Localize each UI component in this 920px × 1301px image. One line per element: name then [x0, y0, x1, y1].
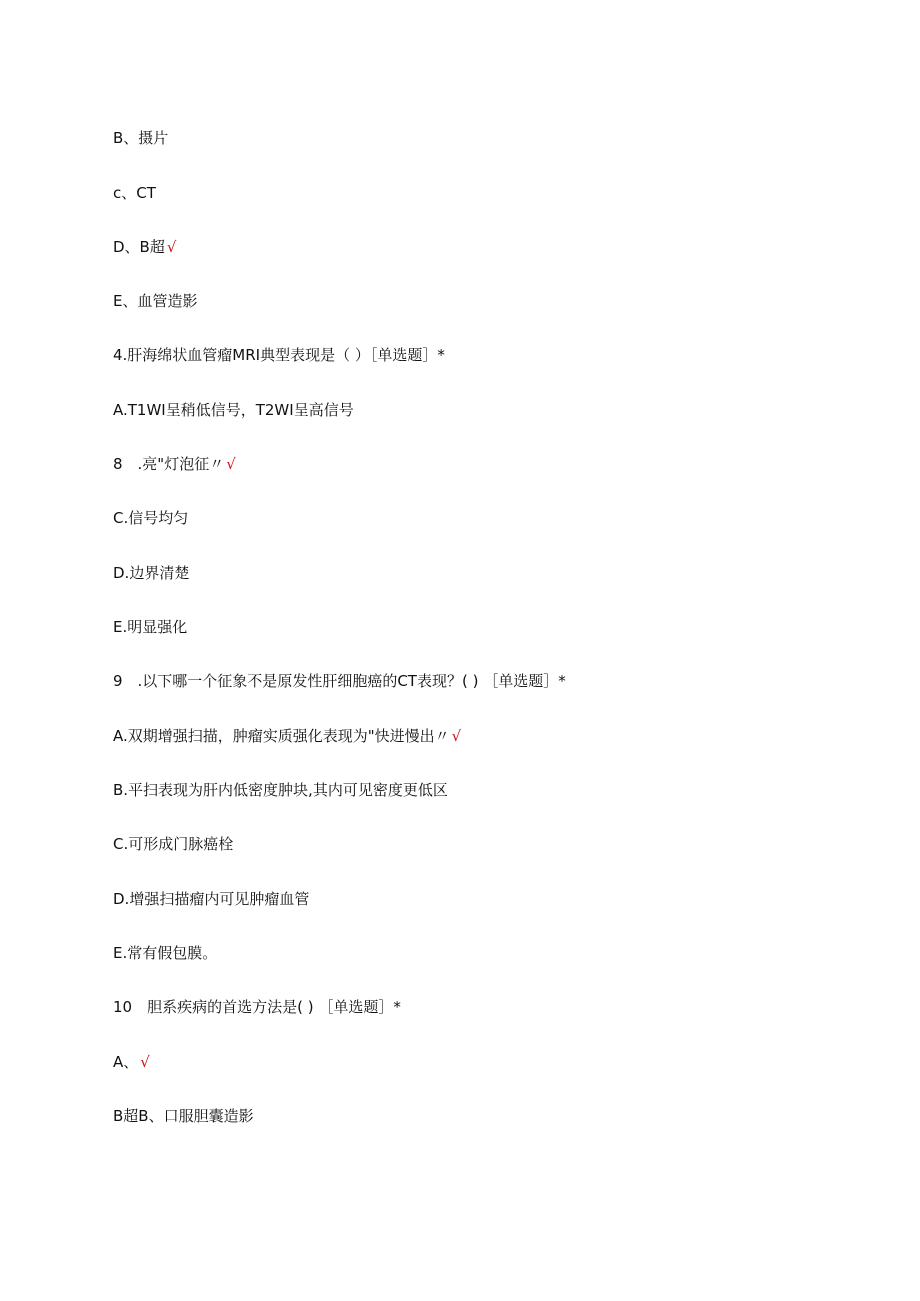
option-line	[113, 400, 356, 420]
option-text: B超B、口服胆囊造影	[113, 1107, 254, 1125]
option-line	[113, 1052, 150, 1072]
option-text: B、摄片	[113, 129, 169, 147]
option-text: D.边界清楚	[113, 564, 190, 582]
option-text: E.明显强化	[113, 618, 188, 636]
option-line	[113, 508, 190, 528]
option-line	[113, 617, 189, 637]
correct-mark: √	[451, 727, 462, 745]
option-text: 8 .亮"灯泡征〃	[113, 455, 225, 473]
option-text: D、B超	[113, 238, 165, 256]
option-text: E、血管造影	[113, 292, 198, 310]
option-line	[113, 943, 219, 963]
option-line	[113, 780, 450, 800]
option-line	[113, 889, 311, 909]
option-text: E.常有假包膜。	[113, 944, 218, 962]
question-text: 4.肝海绵状血管瘤MRI典型表现是（ ）［单选题］*	[113, 346, 445, 364]
option-text: c、CT	[113, 184, 156, 202]
question-text: 10 胆系疾病的首选方法是( ) ［单选题］*	[113, 998, 401, 1016]
question-line	[113, 671, 568, 691]
question-text: 9 .以下哪一个征象不是原发性肝细胞癌的CT表现？( ) ［单选题］*	[113, 672, 566, 690]
correct-mark: √	[226, 455, 236, 473]
correct-mark: √	[166, 238, 177, 256]
correct-mark: √	[140, 1053, 150, 1071]
option-line	[113, 726, 461, 746]
option-line	[113, 834, 235, 854]
option-text: B.平扫表现为肝内低密度肿块,其内可见密度更低区	[113, 781, 448, 799]
option-line	[113, 183, 158, 203]
option-line	[113, 128, 170, 148]
option-line	[113, 237, 176, 257]
option-text: C.可形成门脉癌栓	[113, 835, 234, 853]
option-line	[113, 563, 191, 583]
question-line	[113, 345, 447, 365]
option-line	[113, 1106, 256, 1126]
option-text: A.T1WI呈稍低信号，T2WI呈高信号	[113, 401, 354, 419]
option-text: A.双期增强扫描，肿瘤实质强化表现为"快进慢出〃	[113, 727, 450, 745]
option-text: D.增强扫描瘤内可见肿瘤血管	[113, 890, 310, 908]
question-line	[113, 997, 403, 1017]
option-text: C.信号均匀	[113, 509, 189, 527]
option-text: A、	[113, 1053, 139, 1071]
option-line	[113, 454, 236, 474]
option-line	[113, 291, 199, 311]
